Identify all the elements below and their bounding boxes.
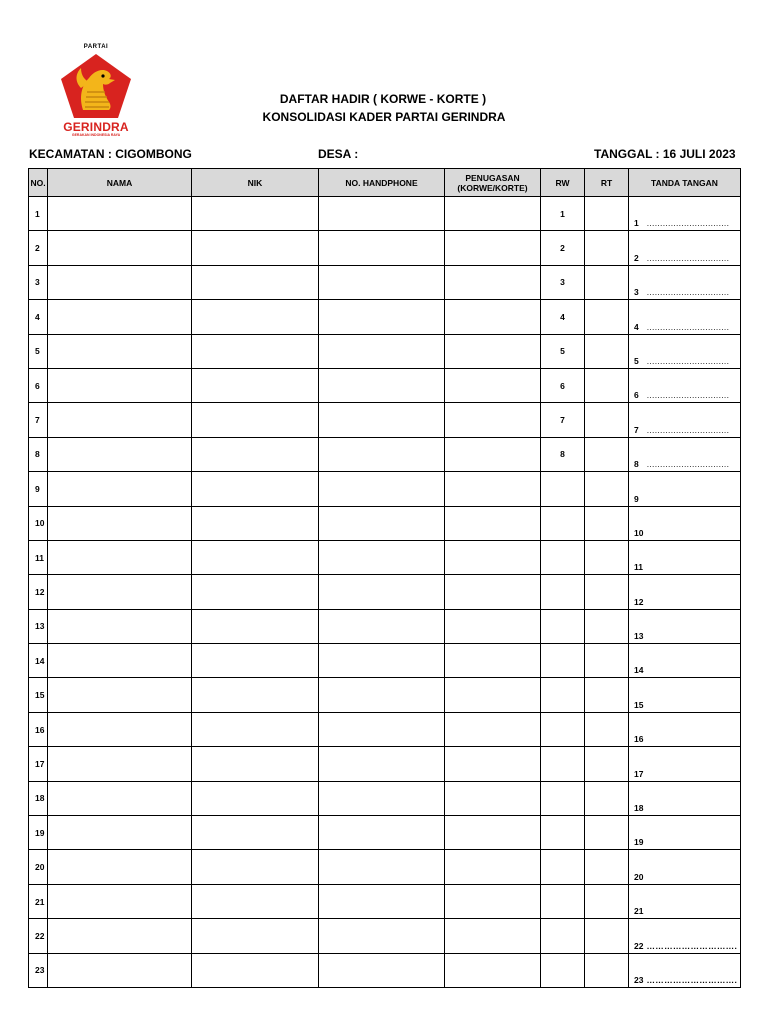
handphone-cell[interactable] xyxy=(319,231,445,265)
nik-cell[interactable] xyxy=(192,919,319,953)
row-number: 2 xyxy=(29,231,48,265)
col-header-tanda-tangan: TANDA TANGAN xyxy=(629,169,741,197)
table-row xyxy=(29,472,741,506)
row-number: 16 xyxy=(29,712,48,746)
rt-cell[interactable] xyxy=(585,472,629,506)
signature-number: 5 xyxy=(634,355,639,366)
nama-cell[interactable] xyxy=(48,437,192,471)
rw-cell[interactable] xyxy=(541,919,585,953)
signature-number: 15 xyxy=(634,699,644,710)
signature-line: ............................... xyxy=(646,252,730,263)
nik-cell[interactable] xyxy=(192,368,319,402)
handphone-cell[interactable] xyxy=(319,919,445,953)
signature-number: 21 xyxy=(634,906,644,917)
penugasan-cell[interactable] xyxy=(445,644,541,678)
col-header-penugasan: PENUGASAN (KORWE/KORTE) xyxy=(445,169,541,197)
handphone-cell[interactable] xyxy=(319,540,445,574)
signature-number: 11 xyxy=(634,562,643,573)
handphone-cell[interactable] xyxy=(319,678,445,712)
handphone-cell[interactable] xyxy=(319,472,445,506)
signature-cell[interactable] xyxy=(629,334,741,368)
rw-cell[interactable]: 5 xyxy=(541,334,585,368)
row-number: 7 xyxy=(29,403,48,437)
handphone-cell[interactable] xyxy=(319,781,445,815)
rt-cell[interactable] xyxy=(585,816,629,850)
table-row xyxy=(29,540,741,574)
signature-number: 4 xyxy=(634,321,639,332)
nik-cell[interactable] xyxy=(192,265,319,299)
desa-field: DESA : xyxy=(318,147,359,161)
row-number: 19 xyxy=(29,816,48,850)
rw-cell[interactable] xyxy=(541,953,585,987)
nama-cell[interactable] xyxy=(48,850,192,884)
nik-cell[interactable] xyxy=(192,747,319,781)
penugasan-cell[interactable] xyxy=(445,506,541,540)
nik-cell[interactable] xyxy=(192,300,319,334)
penugasan-cell[interactable] xyxy=(445,197,541,231)
attendance-table xyxy=(28,168,741,988)
kecamatan-field: KECAMATAN : CIGOMBONG xyxy=(29,147,192,161)
rt-cell[interactable] xyxy=(585,781,629,815)
nik-cell[interactable] xyxy=(192,953,319,987)
signature-cell[interactable] xyxy=(629,884,741,918)
signature-number: 9 xyxy=(634,493,639,504)
nama-cell[interactable] xyxy=(48,919,192,953)
signature-number: 2 xyxy=(634,252,639,263)
penugasan-cell[interactable] xyxy=(445,368,541,402)
rt-cell[interactable] xyxy=(585,953,629,987)
signature-line: …………………………. xyxy=(646,940,738,951)
signature-number: 18 xyxy=(634,803,644,814)
rw-cell[interactable] xyxy=(541,747,585,781)
nik-cell[interactable] xyxy=(192,334,319,368)
handphone-cell[interactable] xyxy=(319,747,445,781)
penugasan-cell[interactable] xyxy=(445,265,541,299)
row-number: 8 xyxy=(29,437,48,471)
nama-cell[interactable] xyxy=(48,231,192,265)
row-number: 4 xyxy=(29,300,48,334)
nik-cell[interactable] xyxy=(192,609,319,643)
nik-cell[interactable] xyxy=(192,403,319,437)
signature-number: 8 xyxy=(634,459,639,470)
signature-line: …………………………. xyxy=(646,974,738,985)
row-number: 12 xyxy=(29,575,48,609)
table-row xyxy=(29,506,741,540)
rw-cell[interactable]: 1 xyxy=(541,197,585,231)
signature-number: 19 xyxy=(634,837,644,848)
signature-number: 13 xyxy=(634,631,644,642)
signature-line: ............................... xyxy=(646,355,730,366)
signature-cell[interactable] xyxy=(629,231,741,265)
nik-cell[interactable] xyxy=(192,712,319,746)
rw-cell[interactable]: 8 xyxy=(541,437,585,471)
signature-cell[interactable] xyxy=(629,712,741,746)
penugasan-cell[interactable] xyxy=(445,609,541,643)
handphone-cell[interactable] xyxy=(319,334,445,368)
table-row xyxy=(29,334,741,368)
handphone-cell[interactable] xyxy=(319,506,445,540)
signature-cell[interactable] xyxy=(629,575,741,609)
signature-number: 14 xyxy=(634,665,644,676)
handphone-cell[interactable] xyxy=(319,850,445,884)
row-number: 13 xyxy=(29,609,48,643)
rt-cell[interactable] xyxy=(585,231,629,265)
rw-cell[interactable] xyxy=(541,506,585,540)
row-number: 1 xyxy=(29,197,48,231)
row-number: 20 xyxy=(29,850,48,884)
signature-cell[interactable] xyxy=(629,919,741,953)
rw-cell[interactable] xyxy=(541,575,585,609)
logo-tagline: GERAKAN INDONESIA RAYA xyxy=(71,133,121,137)
penugasan-cell[interactable] xyxy=(445,816,541,850)
col-header-rt: RT xyxy=(585,169,629,197)
row-number: 18 xyxy=(29,781,48,815)
penugasan-cell[interactable] xyxy=(445,884,541,918)
penugasan-cell[interactable] xyxy=(445,300,541,334)
row-number: 6 xyxy=(29,368,48,402)
rt-cell[interactable] xyxy=(585,197,629,231)
col-header-nik: NIK xyxy=(192,169,319,197)
handphone-cell[interactable] xyxy=(319,816,445,850)
nik-cell[interactable] xyxy=(192,644,319,678)
signature-number: 12 xyxy=(634,596,644,607)
signature-line: ............................... xyxy=(646,218,730,229)
handphone-cell[interactable] xyxy=(319,197,445,231)
row-number: 17 xyxy=(29,747,48,781)
signature-line: ............................... xyxy=(646,390,730,401)
document-title: DAFTAR HADIR ( KORWE - KORTE ) xyxy=(279,92,487,106)
col-header-handphone: NO. HANDPHONE xyxy=(319,169,445,197)
rt-cell[interactable] xyxy=(585,609,629,643)
signature-cell[interactable] xyxy=(629,437,741,471)
penugasan-cell[interactable] xyxy=(445,437,541,471)
table-row xyxy=(29,368,741,402)
table-row xyxy=(29,816,741,850)
penugasan-cell[interactable] xyxy=(445,712,541,746)
rw-cell[interactable] xyxy=(541,850,585,884)
table-row xyxy=(29,265,741,299)
rw-cell[interactable]: 4 xyxy=(541,300,585,334)
table-row xyxy=(29,919,741,953)
signature-line: ............................... xyxy=(646,424,730,435)
logo-party-name: GERINDRA xyxy=(63,120,129,134)
row-number: 21 xyxy=(29,884,48,918)
rw-cell[interactable] xyxy=(541,884,585,918)
tanggal-field: TANGGAL : 16 JULI 2023 xyxy=(594,147,736,161)
nama-cell[interactable] xyxy=(48,506,192,540)
table-row xyxy=(29,300,741,334)
nama-cell[interactable] xyxy=(48,816,192,850)
penugasan-cell[interactable] xyxy=(445,850,541,884)
signature-line: ............................... xyxy=(646,321,730,332)
penugasan-cell[interactable] xyxy=(445,472,541,506)
row-number: 9 xyxy=(29,472,48,506)
signature-cell[interactable] xyxy=(629,816,741,850)
rt-cell[interactable] xyxy=(585,403,629,437)
penugasan-cell[interactable] xyxy=(445,334,541,368)
table-row xyxy=(29,884,741,918)
signature-number: 20 xyxy=(634,871,644,882)
table-row xyxy=(29,437,741,471)
nama-cell[interactable] xyxy=(48,403,192,437)
signature-cell[interactable] xyxy=(629,403,741,437)
handphone-cell[interactable] xyxy=(319,575,445,609)
nik-cell[interactable] xyxy=(192,781,319,815)
col-header-rw: RW xyxy=(541,169,585,197)
rw-cell[interactable] xyxy=(541,540,585,574)
rt-cell[interactable] xyxy=(585,540,629,574)
handphone-cell[interactable] xyxy=(319,712,445,746)
nama-cell[interactable] xyxy=(48,747,192,781)
table-row xyxy=(29,712,741,746)
signature-number: 1 xyxy=(634,218,639,229)
signature-cell[interactable] xyxy=(629,781,741,815)
penugasan-cell[interactable] xyxy=(445,540,541,574)
logo-party-label: PARTAI xyxy=(83,44,109,50)
row-number: 22 xyxy=(29,919,48,953)
signature-cell[interactable] xyxy=(629,300,741,334)
handphone-cell[interactable] xyxy=(319,884,445,918)
handphone-cell[interactable] xyxy=(319,265,445,299)
rt-cell[interactable] xyxy=(585,850,629,884)
nik-cell[interactable] xyxy=(192,437,319,471)
nama-cell[interactable] xyxy=(48,300,192,334)
table-row xyxy=(29,678,741,712)
nik-cell[interactable] xyxy=(192,540,319,574)
rw-cell[interactable] xyxy=(541,816,585,850)
table-row xyxy=(29,953,741,987)
handphone-cell[interactable] xyxy=(319,644,445,678)
signature-cell[interactable] xyxy=(629,540,741,574)
nik-cell[interactable] xyxy=(192,816,319,850)
nama-cell[interactable] xyxy=(48,953,192,987)
penugasan-cell[interactable] xyxy=(445,747,541,781)
rt-cell[interactable] xyxy=(585,368,629,402)
rw-cell[interactable]: 6 xyxy=(541,368,585,402)
nama-cell[interactable] xyxy=(48,265,192,299)
row-number: 10 xyxy=(29,506,48,540)
rw-cell[interactable] xyxy=(541,644,585,678)
nama-cell[interactable] xyxy=(48,609,192,643)
nama-cell[interactable] xyxy=(48,781,192,815)
rt-cell[interactable] xyxy=(585,265,629,299)
signature-cell[interactable] xyxy=(629,644,741,678)
table-row xyxy=(29,231,741,265)
rt-cell[interactable] xyxy=(585,644,629,678)
signature-cell[interactable] xyxy=(629,368,741,402)
rw-cell[interactable] xyxy=(541,678,585,712)
nik-cell[interactable] xyxy=(192,231,319,265)
nama-cell[interactable] xyxy=(48,472,192,506)
nama-cell[interactable] xyxy=(48,884,192,918)
table-row xyxy=(29,403,741,437)
row-number: 14 xyxy=(29,644,48,678)
table-row xyxy=(29,197,741,231)
rw-cell[interactable] xyxy=(541,472,585,506)
signature-cell[interactable] xyxy=(629,678,741,712)
rw-cell[interactable] xyxy=(541,712,585,746)
signature-cell[interactable] xyxy=(629,850,741,884)
rt-cell[interactable] xyxy=(585,506,629,540)
signature-number: 6 xyxy=(634,390,639,401)
rt-cell[interactable] xyxy=(585,919,629,953)
rw-cell[interactable] xyxy=(541,609,585,643)
rw-cell[interactable]: 3 xyxy=(541,265,585,299)
signature-number: 10 xyxy=(634,527,644,538)
signature-number: 17 xyxy=(634,768,644,779)
penugasan-cell[interactable] xyxy=(445,231,541,265)
penugasan-cell[interactable] xyxy=(445,781,541,815)
penugasan-cell[interactable] xyxy=(445,678,541,712)
signature-line: ............................... xyxy=(646,287,730,298)
nama-cell[interactable] xyxy=(48,712,192,746)
table-row xyxy=(29,609,741,643)
rt-cell[interactable] xyxy=(585,747,629,781)
handphone-cell[interactable] xyxy=(319,953,445,987)
rt-cell[interactable] xyxy=(585,678,629,712)
nik-cell[interactable] xyxy=(192,472,319,506)
nama-cell[interactable] xyxy=(48,644,192,678)
table-row xyxy=(29,781,741,815)
signature-cell[interactable] xyxy=(629,747,741,781)
row-number: 23 xyxy=(29,953,48,987)
nik-cell[interactable] xyxy=(192,575,319,609)
handphone-cell[interactable] xyxy=(319,403,445,437)
row-number: 3 xyxy=(29,265,48,299)
signature-cell[interactable] xyxy=(629,953,741,987)
rt-cell[interactable] xyxy=(585,437,629,471)
signature-number: 16 xyxy=(634,734,644,745)
nama-cell[interactable] xyxy=(48,575,192,609)
penugasan-cell[interactable] xyxy=(445,919,541,953)
table-row xyxy=(29,575,741,609)
rw-cell[interactable]: 2 xyxy=(541,231,585,265)
rw-cell[interactable]: 7 xyxy=(541,403,585,437)
signature-cell[interactable] xyxy=(629,197,741,231)
signature-line: ............................... xyxy=(646,459,730,470)
rw-cell[interactable] xyxy=(541,781,585,815)
nama-cell[interactable] xyxy=(48,368,192,402)
nama-cell[interactable] xyxy=(48,334,192,368)
penugasan-cell[interactable] xyxy=(445,953,541,987)
table-header-row xyxy=(29,169,741,197)
handphone-cell[interactable] xyxy=(319,300,445,334)
col-header-nama: NAMA xyxy=(48,169,192,197)
nik-cell[interactable] xyxy=(192,884,319,918)
nik-cell[interactable] xyxy=(192,506,319,540)
signature-cell[interactable] xyxy=(629,609,741,643)
row-number: 11 xyxy=(29,540,48,574)
rt-cell[interactable] xyxy=(585,300,629,334)
signature-number: 22 xyxy=(634,940,644,951)
row-number: 5 xyxy=(29,334,48,368)
signature-number: 23 xyxy=(634,974,644,985)
row-number: 15 xyxy=(29,678,48,712)
rt-cell[interactable] xyxy=(585,334,629,368)
rt-cell[interactable] xyxy=(585,575,629,609)
nik-cell[interactable] xyxy=(192,678,319,712)
rt-cell[interactable] xyxy=(585,712,629,746)
handphone-cell[interactable] xyxy=(319,437,445,471)
nama-cell[interactable] xyxy=(48,540,192,574)
signature-cell[interactable] xyxy=(629,265,741,299)
rt-cell[interactable] xyxy=(585,884,629,918)
signature-cell[interactable] xyxy=(629,506,741,540)
nama-cell[interactable] xyxy=(48,678,192,712)
col-header-no: NO. xyxy=(29,169,48,197)
table-row xyxy=(29,850,741,884)
nik-cell[interactable] xyxy=(192,197,319,231)
signature-number: 7 xyxy=(634,424,639,435)
table-row xyxy=(29,644,741,678)
table-row xyxy=(29,747,741,781)
signature-cell[interactable] xyxy=(629,472,741,506)
nik-cell[interactable] xyxy=(192,850,319,884)
nama-cell[interactable] xyxy=(48,197,192,231)
document-subtitle: KONSOLIDASI KADER PARTAI GERINDRA xyxy=(262,110,506,124)
signature-number: 3 xyxy=(634,287,639,298)
handphone-cell[interactable] xyxy=(319,609,445,643)
handphone-cell[interactable] xyxy=(319,368,445,402)
penugasan-cell[interactable] xyxy=(445,403,541,437)
penugasan-cell[interactable] xyxy=(445,575,541,609)
